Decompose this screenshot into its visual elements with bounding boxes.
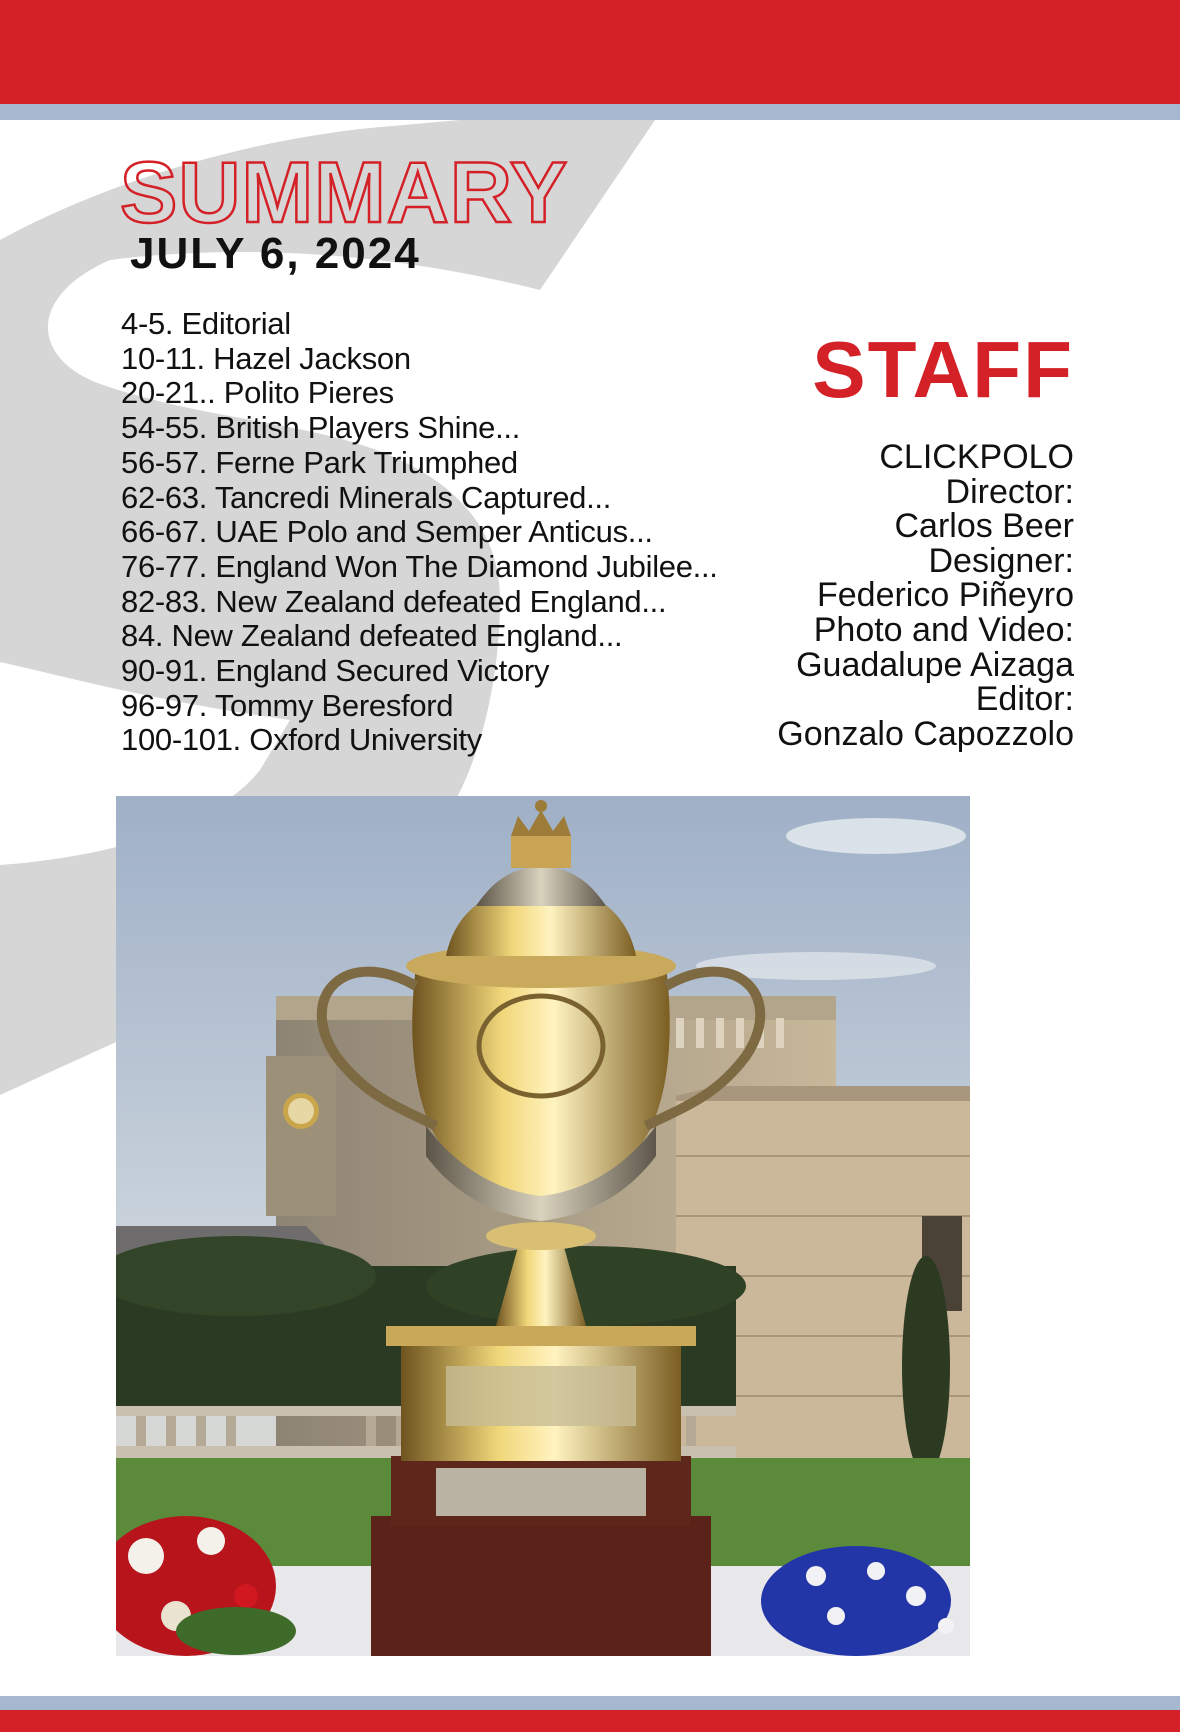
staff-line: Designer:	[928, 541, 1074, 580]
staff-line: Photo and Video:	[813, 610, 1074, 649]
toc-item[interactable]: 54-55. British Players Shine...	[121, 410, 521, 446]
toc-item[interactable]: 56-57. Ferne Park Triumphed	[121, 444, 518, 480]
toc-item[interactable]: 4-5. Editorial	[121, 306, 291, 341]
top-red-band	[0, 0, 1180, 104]
staff-line: Director:	[945, 472, 1074, 511]
staff-credits	[777, 440, 1074, 751]
staff-line: Federico Piñeyro	[816, 576, 1074, 615]
toc-item[interactable]: 62-63. Tancredi Minerals Captured...	[121, 479, 612, 515]
staff-line: Editor:	[975, 680, 1074, 719]
toc-item[interactable]: 82-83. New Zealand defeated England...	[121, 583, 667, 619]
toc-item[interactable]: 100-101. Oxford University	[121, 722, 482, 758]
toc-item[interactable]: 10-11. Hazel Jackson	[121, 340, 411, 376]
staff-heading: STAFF	[812, 325, 1074, 414]
staff-line: Guadalupe Aizaga	[796, 645, 1074, 684]
top-blue-stripe	[0, 104, 1180, 120]
bottom-red-band	[0, 1710, 1180, 1732]
trophy-photo	[116, 796, 970, 1656]
staff-line: Gonzalo Capozzolo	[777, 714, 1074, 753]
toc-item[interactable]: 20-21.. Polito Pieres	[121, 375, 394, 411]
staff-line: Carlos Beer	[894, 507, 1074, 546]
issue-date: JULY 6, 2024	[130, 229, 421, 278]
staff-line: CLICKPOLO	[879, 438, 1074, 476]
toc-item[interactable]: 90-91. England Secured Victory	[121, 653, 550, 689]
page-title: SUMMARY	[120, 145, 569, 241]
toc-item[interactable]: 96-97. Tommy Beresford	[121, 687, 454, 723]
table-of-contents	[121, 307, 718, 758]
toc-item[interactable]: 84. New Zealand defeated England...	[121, 618, 623, 654]
bottom-blue-stripe	[0, 1696, 1180, 1710]
toc-item[interactable]: 66-67. UAE Polo and Semper Anticus...	[121, 514, 653, 550]
toc-item[interactable]: 76-77. England Won The Diamond Jubilee...	[121, 548, 718, 584]
